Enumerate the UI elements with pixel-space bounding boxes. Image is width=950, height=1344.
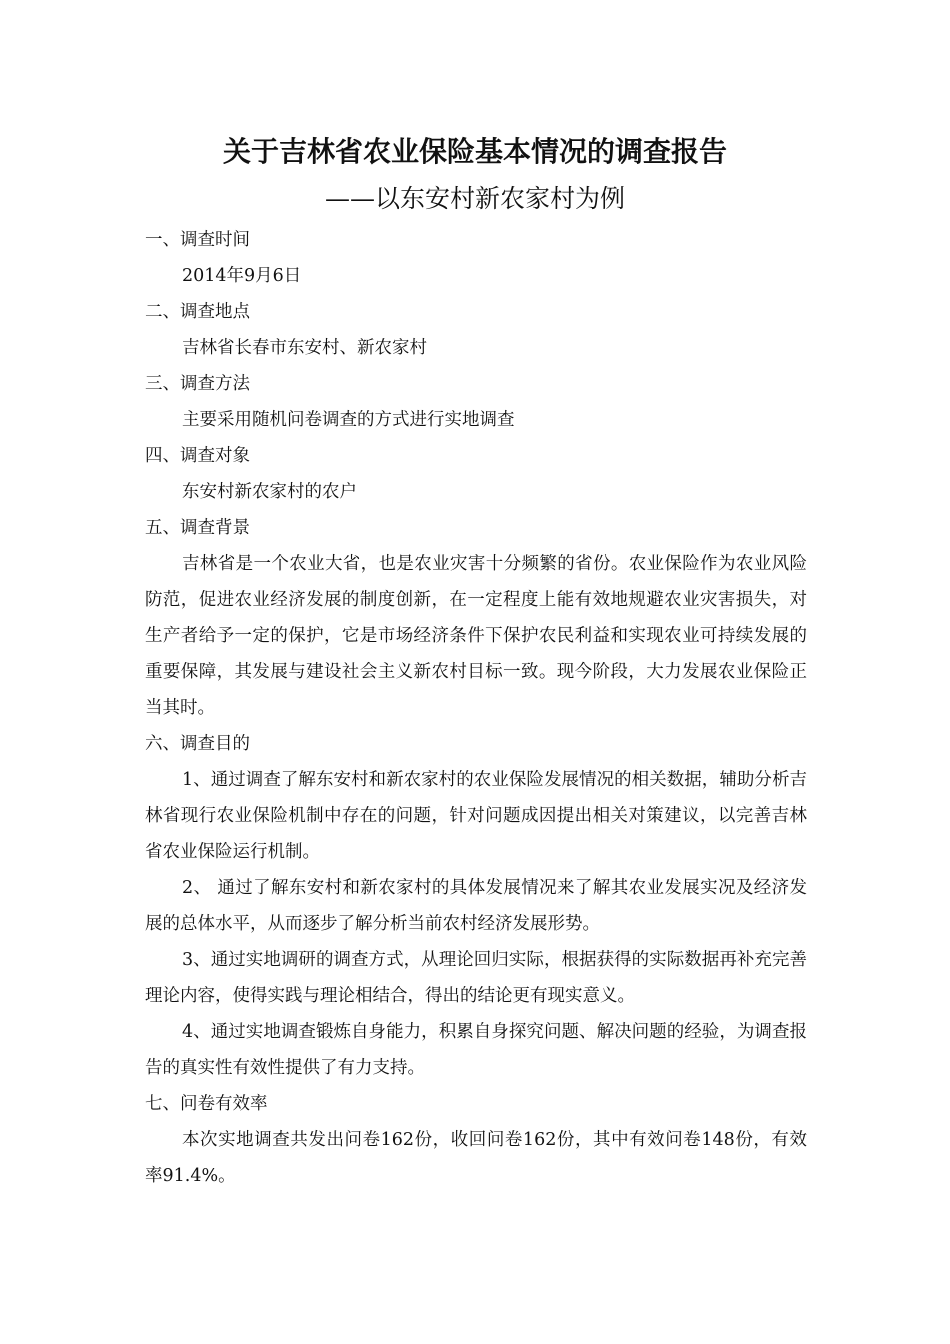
section-heading-method: 三、调查方法 <box>145 374 250 394</box>
purpose-item-4: 4、通过实地调查锻炼自身能力，积累自身探究问题、解决问题的经验，为调查报告的真实性有效性提供了有力支持。 <box>145 1022 807 1078</box>
section-heading-response-rate: 七、问卷有效率 <box>145 1094 268 1114</box>
section-heading-time: 一、调查时间 <box>145 230 250 250</box>
section-body-time: 2014年9月6日 <box>182 266 302 286</box>
purpose-item-2: 2、 通过了解东安村和新农家村的具体发展情况来了解其农业发展实况及经济发展的总体水平，从而逐步了解分析当前农村经济发展形势。 <box>145 878 807 934</box>
section-body-response-rate: 本次实地调查共发出问卷162份，收回问卷162份，其中有效问卷148份，有效率91.4%。 <box>145 1130 807 1186</box>
section-heading-location: 二、调查地点 <box>145 302 250 322</box>
section-body-background: 吉林省是一个农业大省，也是农业灾害十分频繁的省份。农业保险作为农业风险防范，促进农业经济发展的制度创新，在一定程度上能有效地规避农业灾害损失，对生产者给予一定的保护，它是市场经济条件下保护农民利益和实现农业可持续发展的重要保障，其发展与建设社会主义新农村目标一致。现今阶段，大力发展农业保险正当其时。 <box>145 554 807 718</box>
section-heading-subject: 四、调查对象 <box>145 446 250 466</box>
purpose-item-3: 3、通过实地调研的调查方式，从理论回归实际，根据获得的实际数据再补充完善理论内容，使得实践与理论相结合，得出的结论更有现实意义。 <box>145 950 807 1006</box>
section-body-location: 吉林省长春市东安村、新农家村 <box>182 338 427 358</box>
section-heading-purpose: 六、调查目的 <box>145 734 250 754</box>
section-body-method: 主要采用随机问卷调查的方式进行实地调查 <box>182 410 515 430</box>
purpose-item-1: 1、通过调查了解东安村和新农家村的农业保险发展情况的相关数据，辅助分析吉林省现行农业保险机制中存在的问题，针对问题成因提出相关对策建议，以完善吉林省农业保险运行机制。 <box>145 770 807 862</box>
document-title: 关于吉林省农业保险基本情况的调查报告 <box>222 135 727 168</box>
document-body <box>145 222 807 1194</box>
document-subtitle: ——以东安村新农家村为例 <box>324 184 625 213</box>
section-body-subject: 东安村新农家村的农户 <box>182 482 357 502</box>
section-heading-background: 五、调查背景 <box>145 518 250 538</box>
